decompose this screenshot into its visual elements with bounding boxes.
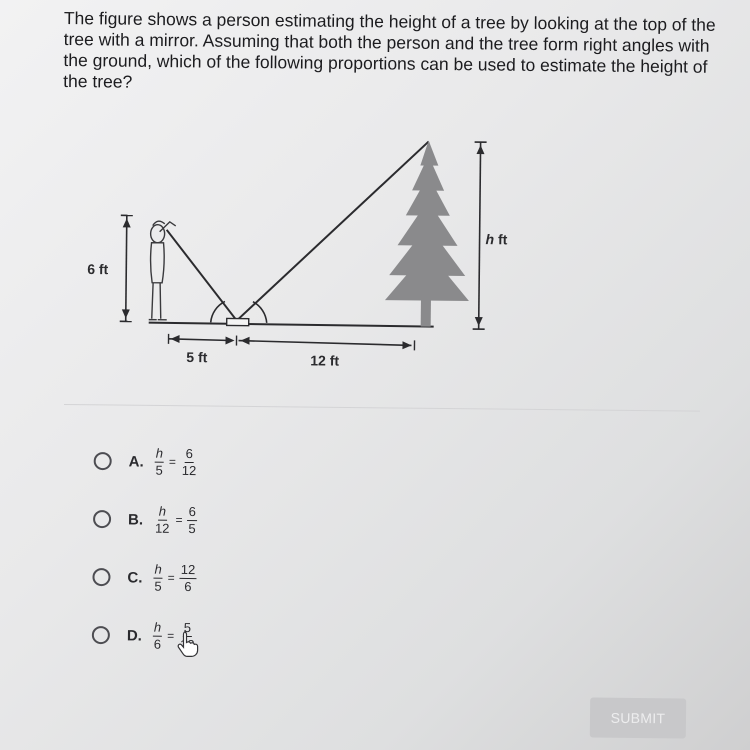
- choice-d[interactable]: [92, 606, 393, 667]
- fraction-left: $\frac{h}{5}$: [154, 561, 162, 594]
- fraction-right: $\frac{6}{5}$: [188, 503, 196, 536]
- fraction-right: 5: [179, 620, 196, 651]
- choice-letter: A.: [128, 452, 144, 471]
- ground-line: [149, 323, 434, 327]
- fraction-right: $\frac{6}{12}$: [181, 445, 197, 478]
- radio-circle-icon[interactable]: [94, 452, 112, 470]
- person-height-label: 6 ft: [87, 260, 109, 278]
- person-height-dimension: [120, 215, 133, 321]
- submit-button[interactable]: SUBMIT: [590, 697, 686, 738]
- fraction-left: $\frac{h}{5}$: [155, 445, 164, 478]
- radio-circle-icon[interactable]: [93, 510, 111, 528]
- distance-dimensions: [168, 334, 414, 351]
- choice-letter: D.: [126, 626, 142, 645]
- equals-sign: =: [167, 570, 175, 585]
- person-to-mirror-label: 5 ft: [186, 349, 208, 366]
- choice-b[interactable]: [93, 490, 394, 551]
- tree-height-dimension: [473, 142, 487, 329]
- equals-sign: =: [175, 512, 183, 527]
- fraction-left: $\frac{h}{6}$: [153, 619, 162, 652]
- choice-letter: C.: [127, 568, 143, 587]
- hand-pointer-icon: [175, 630, 201, 658]
- choice-a[interactable]: [93, 432, 394, 493]
- choice-c[interactable]: [92, 548, 393, 609]
- question-text: The figure shows a person estimating the height of a tree by looking at the top of the tree with a mirror. Assuming that both the person and the tree form right angles with the ground, which of the following proportions can be used to estimate the height of the tree?: [63, 8, 716, 92]
- mirror-icon: [227, 318, 249, 325]
- answer-choices: [92, 432, 394, 667]
- fraction-left: $\frac{h}{12}$: [154, 503, 170, 536]
- radio-circle-icon[interactable]: [92, 626, 110, 644]
- divider: [64, 404, 700, 412]
- choice-letter: B.: [127, 510, 144, 529]
- mirror-to-tree-label: 12 ft: [310, 352, 340, 369]
- equals-sign: =: [168, 454, 177, 469]
- eye-to-mirror-line: [166, 230, 238, 321]
- angle-arc-left: [211, 301, 225, 322]
- tree-icon: [385, 140, 471, 327]
- fraction-right: $\frac{12}{6}$: [180, 561, 196, 594]
- tree-height-label: h ft: [485, 231, 508, 248]
- equals-sign: =: [167, 628, 175, 643]
- radio-circle-icon[interactable]: [92, 568, 110, 586]
